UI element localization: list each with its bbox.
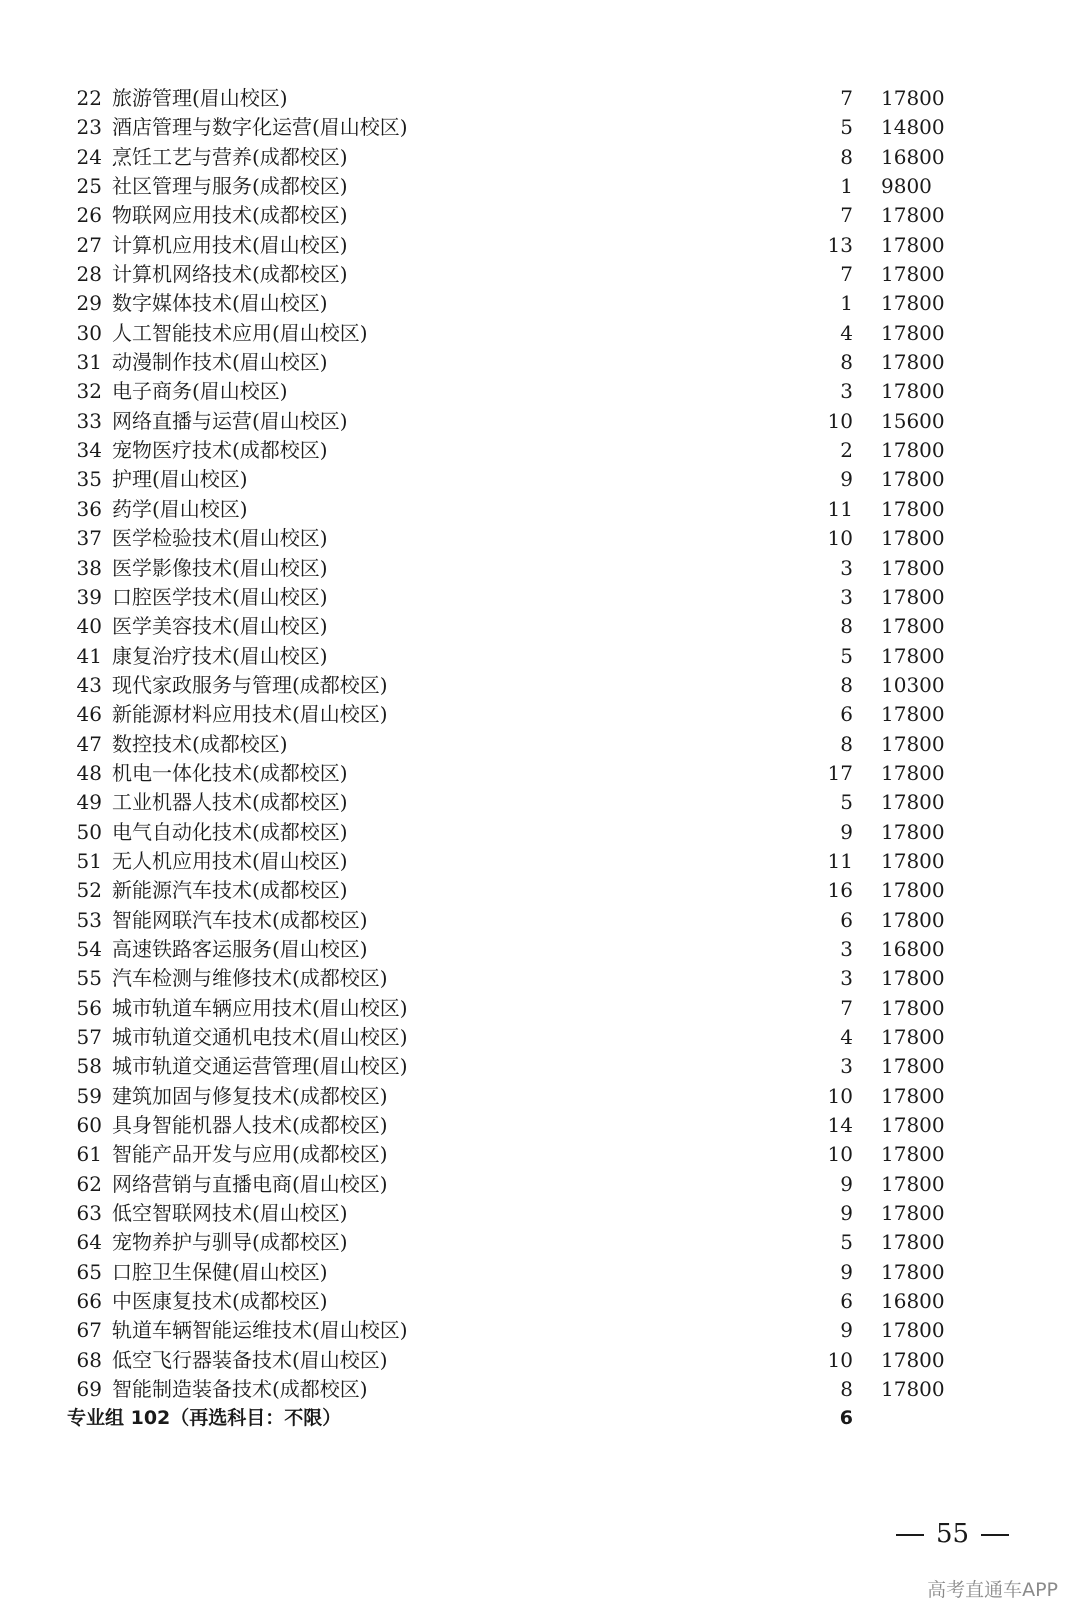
major-name: 轨道车辆智能运维技术(眉山校区) (112, 1318, 408, 1343)
row-number: 22 (76, 86, 102, 110)
major-name: 电气自动化技术(成都校区) (112, 819, 348, 844)
row-number: 47 (76, 731, 102, 756)
table-row (0, 1140, 1080, 1169)
tuition-fee: 17800 (881, 848, 945, 873)
major-name: 计算机应用技术(眉山校区) (112, 232, 348, 257)
major-name: 建筑加固与修复技术(成都校区) (112, 1083, 388, 1108)
table-row (0, 1287, 1080, 1316)
plan-count: 17 (827, 760, 853, 785)
tuition-fee: 17800 (881, 995, 945, 1020)
row-number: 40 (76, 614, 102, 639)
major-name: 高速铁路客运服务(眉山校区) (112, 936, 368, 961)
plan-count: 3 (840, 936, 853, 961)
tuition-fee: 17800 (881, 1259, 945, 1284)
group-plan-count: 6 (839, 1407, 853, 1430)
tuition-fee: 17800 (881, 1171, 945, 1196)
major-name: 酒店管理与数字化运营(眉山校区) (112, 115, 408, 140)
table-row (0, 583, 1080, 612)
tuition-fee: 17800 (881, 1113, 945, 1138)
table-row (0, 1228, 1080, 1257)
tuition-fee: 17800 (881, 614, 945, 639)
plan-count: 4 (840, 320, 853, 345)
table-row (0, 964, 1080, 993)
tuition-fee: 17800 (881, 966, 945, 991)
major-name: 宠物医疗技术(成都校区) (112, 438, 328, 463)
group-header-row (0, 1404, 1080, 1433)
tuition-fee: 17800 (881, 1318, 945, 1343)
table-row (0, 1258, 1080, 1287)
tuition-fee: 17800 (881, 1347, 945, 1372)
major-name: 人工智能技术应用(眉山校区) (112, 320, 368, 345)
major-name: 智能网联汽车技术(成都校区) (112, 907, 368, 932)
major-name: 无人机应用技术(眉山校区) (112, 848, 348, 873)
tuition-fee: 17800 (881, 1054, 945, 1079)
plan-count: 6 (840, 907, 853, 932)
tuition-fee: 17800 (881, 907, 945, 932)
plan-count: 8 (840, 614, 853, 639)
tuition-fee: 17800 (881, 86, 945, 110)
major-name: 城市轨道车辆应用技术(眉山校区) (112, 995, 408, 1020)
plan-count: 11 (827, 496, 853, 521)
table-row (0, 1170, 1080, 1199)
tuition-fee: 17800 (881, 526, 945, 551)
major-name: 智能制造装备技术(成都校区) (112, 1377, 368, 1402)
plan-count: 2 (840, 438, 853, 463)
row-number: 24 (76, 144, 102, 169)
tuition-fee: 17800 (881, 203, 945, 228)
footer-dash-left (896, 1534, 924, 1536)
page-footer (896, 1517, 1009, 1551)
table-row (0, 1346, 1080, 1375)
plan-count: 10 (827, 1083, 853, 1108)
major-name: 社区管理与服务(成都校区) (112, 174, 348, 199)
watermark: 高考直通车APP (927, 1579, 1058, 1601)
table-row (0, 1111, 1080, 1140)
row-number: 34 (76, 438, 102, 463)
plan-count: 3 (840, 555, 853, 580)
major-name: 新能源材料应用技术(眉山校区) (112, 702, 388, 727)
table-row (0, 1316, 1080, 1345)
footer-dash-right (981, 1534, 1009, 1536)
major-name: 现代家政服务与管理(成都校区) (112, 672, 388, 697)
row-number: 23 (76, 115, 102, 140)
row-number: 49 (76, 790, 102, 815)
table-row (0, 465, 1080, 494)
plan-count: 5 (840, 1230, 853, 1255)
row-number: 63 (76, 1201, 102, 1226)
row-number: 39 (76, 584, 102, 609)
row-number: 48 (76, 760, 102, 785)
table-row (0, 788, 1080, 817)
row-number: 69 (76, 1377, 102, 1402)
row-number: 56 (76, 995, 102, 1020)
major-name: 医学影像技术(眉山校区) (112, 555, 328, 580)
table-row (0, 260, 1080, 289)
table-row (0, 994, 1080, 1023)
major-name: 动漫制作技术(眉山校区) (112, 350, 328, 375)
plan-count: 9 (840, 819, 853, 844)
plan-count: 9 (840, 467, 853, 492)
row-number: 27 (76, 232, 102, 257)
major-name: 医学检验技术(眉山校区) (112, 526, 328, 551)
major-name: 计算机网络技术(成都校区) (112, 262, 348, 287)
table-row (0, 730, 1080, 759)
plan-count: 10 (827, 408, 853, 433)
major-name: 烹饪工艺与营养(成都校区) (112, 144, 348, 169)
tuition-fee: 17800 (881, 379, 945, 404)
tuition-fee: 17800 (881, 760, 945, 785)
tuition-fee: 17800 (881, 702, 945, 727)
table-row (0, 289, 1080, 318)
row-number: 64 (76, 1230, 102, 1255)
table-row (0, 407, 1080, 436)
major-name: 低空智联网技术(眉山校区) (112, 1201, 348, 1226)
tuition-fee: 17800 (881, 790, 945, 815)
tuition-fee: 14800 (881, 115, 945, 140)
tuition-fee: 17800 (881, 1377, 945, 1402)
tuition-fee: 17800 (881, 320, 945, 345)
plan-count: 9 (840, 1259, 853, 1284)
plan-count: 8 (840, 350, 853, 375)
table-row (0, 524, 1080, 553)
plan-count: 8 (840, 731, 853, 756)
table-row (0, 612, 1080, 641)
plan-count: 10 (827, 1347, 853, 1372)
major-name: 低空飞行器装备技术(眉山校区) (112, 1347, 388, 1372)
major-name: 宠物养护与驯导(成都校区) (112, 1230, 348, 1255)
tuition-fee: 17800 (881, 232, 945, 257)
tuition-fee: 17800 (881, 555, 945, 580)
tuition-fee: 17800 (881, 1142, 945, 1167)
major-name: 数字媒体技术(眉山校区) (112, 291, 328, 316)
tuition-fee: 17800 (881, 878, 945, 903)
tuition-fee: 16800 (881, 1289, 945, 1314)
major-name: 中医康复技术(成都校区) (112, 1289, 328, 1314)
table-row (0, 1052, 1080, 1081)
table-row (0, 1023, 1080, 1052)
tuition-fee: 17800 (881, 584, 945, 609)
page-number: 55 (936, 1519, 970, 1549)
plan-count: 6 (840, 1289, 853, 1314)
table-row (0, 847, 1080, 876)
tuition-fee: 17800 (881, 438, 945, 463)
plan-count: 11 (827, 848, 853, 873)
row-number: 43 (76, 672, 102, 697)
table-row (0, 1199, 1080, 1228)
plan-count: 4 (840, 1025, 853, 1049)
table-row (0, 906, 1080, 935)
row-number: 54 (76, 936, 102, 961)
tuition-fee: 9800 (881, 174, 932, 199)
tuition-fee: 16800 (881, 144, 945, 169)
row-number: 29 (76, 291, 102, 316)
table-row (0, 231, 1080, 260)
plan-count: 7 (840, 203, 853, 228)
table-row (0, 642, 1080, 671)
major-name: 网络营销与直播电商(眉山校区) (112, 1171, 388, 1196)
row-number: 33 (76, 408, 102, 433)
row-number: 25 (76, 174, 102, 199)
row-number: 32 (76, 379, 102, 404)
major-name: 药学(眉山校区) (112, 496, 248, 521)
major-name: 数控技术(成都校区) (112, 731, 288, 756)
row-number: 50 (76, 819, 102, 844)
row-number: 35 (76, 467, 102, 492)
table-row (0, 143, 1080, 172)
tuition-fee: 17800 (881, 350, 945, 375)
plan-count: 9 (840, 1201, 853, 1226)
major-name: 康复治疗技术(眉山校区) (112, 643, 328, 668)
table-row (0, 876, 1080, 905)
row-number: 65 (76, 1259, 102, 1284)
plan-count: 14 (827, 1113, 853, 1138)
row-number: 68 (76, 1347, 102, 1372)
row-number: 51 (76, 848, 102, 873)
plan-count: 3 (840, 379, 853, 404)
plan-count: 7 (840, 262, 853, 287)
table-row (0, 700, 1080, 729)
row-number: 30 (76, 320, 102, 345)
plan-count: 13 (827, 232, 853, 257)
row-number: 67 (76, 1318, 102, 1343)
major-name: 新能源汽车技术(成都校区) (112, 878, 348, 903)
major-name: 城市轨道交通运营管理(眉山校区) (112, 1054, 408, 1079)
table-row (0, 554, 1080, 583)
row-number: 61 (76, 1142, 102, 1167)
tuition-fee: 17800 (881, 291, 945, 316)
table-row (0, 113, 1080, 142)
row-number: 26 (76, 203, 102, 228)
major-name: 口腔卫生保健(眉山校区) (112, 1259, 328, 1284)
plan-count: 8 (840, 144, 853, 169)
plan-count: 16 (827, 878, 853, 903)
plan-count: 1 (840, 291, 853, 316)
table-row (0, 495, 1080, 524)
plan-count: 10 (827, 526, 853, 551)
row-number: 59 (76, 1083, 102, 1108)
row-number: 66 (76, 1289, 102, 1314)
plan-count: 9 (840, 1171, 853, 1196)
row-number: 37 (76, 526, 102, 551)
row-number: 31 (76, 350, 102, 375)
row-number: 60 (76, 1113, 102, 1138)
tuition-fee: 17800 (881, 467, 945, 492)
tuition-fee: 17800 (881, 731, 945, 756)
major-name: 物联网应用技术(成都校区) (112, 203, 348, 228)
tuition-fee: 17800 (881, 1201, 945, 1226)
plan-count: 9 (840, 1318, 853, 1343)
major-name: 网络直播与运营(眉山校区) (112, 408, 348, 433)
table-row (0, 671, 1080, 700)
plan-count: 3 (840, 1054, 853, 1079)
table-row (0, 348, 1080, 377)
row-number: 55 (76, 966, 102, 991)
table-row (0, 935, 1080, 964)
plan-count: 6 (840, 702, 853, 727)
tuition-fee: 17800 (881, 1230, 945, 1255)
table-row (0, 377, 1080, 406)
major-name: 医学美容技术(眉山校区) (112, 614, 328, 639)
plan-count: 10 (827, 1142, 853, 1167)
tuition-fee: 17800 (881, 1083, 945, 1108)
plan-count: 7 (840, 86, 853, 110)
table-row (0, 201, 1080, 230)
major-name: 电子商务(眉山校区) (112, 379, 288, 404)
row-number: 38 (76, 555, 102, 580)
tuition-fee: 17800 (881, 819, 945, 844)
group-label: 专业组 102（再选科目：不限） (67, 1407, 342, 1430)
plan-count: 7 (840, 995, 853, 1020)
major-name: 具身智能机器人技术(成都校区) (112, 1113, 388, 1138)
tuition-fee: 15600 (881, 408, 945, 433)
plan-count: 3 (840, 584, 853, 609)
table-row (0, 1082, 1080, 1111)
table-row (0, 436, 1080, 465)
table-row (0, 818, 1080, 847)
plan-count: 5 (840, 643, 853, 668)
major-list (0, 84, 1080, 1434)
major-name: 护理(眉山校区) (112, 467, 248, 492)
plan-count: 3 (840, 966, 853, 991)
row-number: 41 (76, 643, 102, 668)
tuition-fee: 10300 (881, 672, 945, 697)
row-number: 36 (76, 496, 102, 521)
plan-count: 1 (840, 174, 853, 199)
table-row (0, 84, 1080, 113)
table-row (0, 1375, 1080, 1404)
tuition-fee: 17800 (881, 496, 945, 521)
major-name: 汽车检测与维修技术(成都校区) (112, 966, 388, 991)
major-name: 城市轨道交通机电技术(眉山校区) (112, 1025, 408, 1049)
major-name: 口腔医学技术(眉山校区) (112, 584, 328, 609)
table-row (0, 759, 1080, 788)
tuition-fee: 16800 (881, 936, 945, 961)
table-row (0, 319, 1080, 348)
tuition-fee: 17800 (881, 1025, 945, 1049)
row-number: 53 (76, 907, 102, 932)
plan-count: 5 (840, 790, 853, 815)
tuition-fee: 17800 (881, 643, 945, 668)
tuition-fee: 17800 (881, 262, 945, 287)
table-row (0, 172, 1080, 201)
plan-count: 5 (840, 115, 853, 140)
plan-count: 8 (840, 672, 853, 697)
row-number: 62 (76, 1171, 102, 1196)
plan-count: 8 (840, 1377, 853, 1402)
row-number: 58 (76, 1054, 102, 1079)
row-number: 52 (76, 878, 102, 903)
major-name: 旅游管理(眉山校区) (112, 86, 288, 110)
row-number: 28 (76, 262, 102, 287)
row-number: 46 (76, 702, 102, 727)
major-name: 智能产品开发与应用(成都校区) (112, 1142, 388, 1167)
major-name: 机电一体化技术(成都校区) (112, 760, 348, 785)
row-number: 57 (76, 1025, 102, 1049)
major-name: 工业机器人技术(成都校区) (112, 790, 348, 815)
